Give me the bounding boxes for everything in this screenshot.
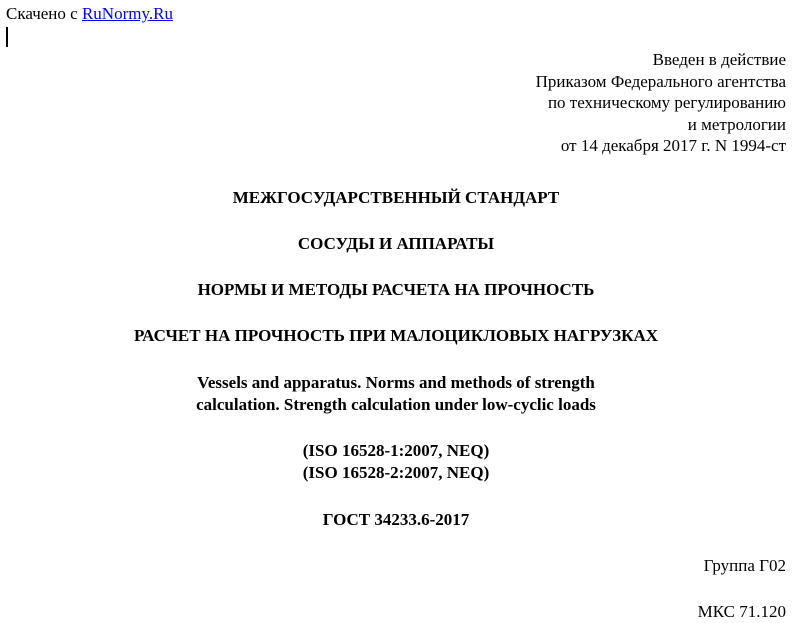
gost-designation: ГОСТ 34233.6-2017	[322, 510, 470, 529]
enactment-block	[366, 49, 786, 157]
standard-kind-heading: МЕЖГОСУДАРСТВЕННЫЙ СТАНДАРТ	[232, 188, 560, 207]
standard-title-3: РАСЧЕТ НА ПРОЧНОСТЬ ПРИ МАЛОЦИКЛОВЫХ НАГРУЗКАХ	[133, 326, 659, 345]
enactment-line: по техническому регулированию	[547, 93, 786, 113]
standard-title-2: НОРМЫ И МЕТОДЫ РАСЧЕТА НА ПРОЧНОСТЬ	[197, 280, 595, 299]
group-code: Группа Г02	[703, 556, 786, 575]
enactment-line: Введен в действие	[652, 50, 786, 69]
iso-reference: (ISO 16528-1:2007, NEQ)	[302, 441, 490, 460]
enactment-line: и метрологии	[687, 114, 786, 134]
english-title	[0, 372, 792, 415]
english-title-line: Vessels and apparatus. Norms and methods of strength	[197, 373, 595, 392]
text-cursor	[6, 27, 8, 47]
standard-title-1: СОСУДЫ И АППАРАТЫ	[297, 234, 495, 253]
download-source-note	[6, 4, 173, 24]
english-title-line: calculation. Strength calculation under low-cyclic loads	[196, 394, 596, 414]
mks-code: МКС 71.120	[697, 602, 786, 621]
enactment-line: Приказом Федерального агентства	[535, 71, 786, 91]
enactment-line: от 14 декабря 2017 г. N 1994-ст	[560, 136, 786, 156]
runormy-link[interactable]: RuNormy.Ru	[81, 4, 173, 23]
iso-references	[0, 440, 792, 483]
iso-reference: (ISO 16528-2:2007, NEQ)	[302, 462, 490, 482]
download-source-prefix: Скачено с	[6, 4, 78, 23]
